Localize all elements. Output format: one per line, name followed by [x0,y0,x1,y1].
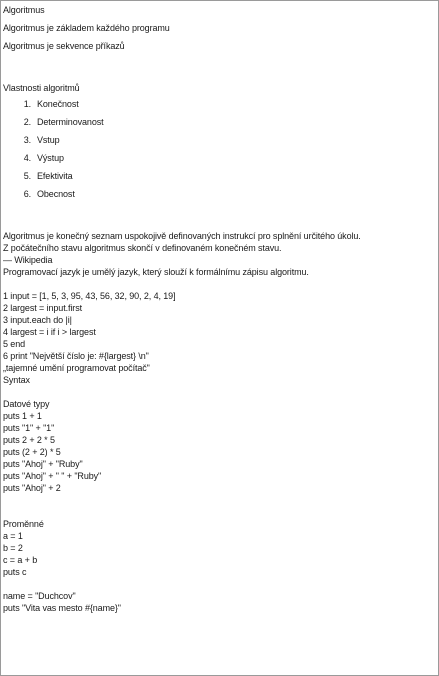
definition-block [3,230,436,278]
list-number: 5. [23,171,31,181]
datatypes-block [3,410,436,494]
code-line: 1 input = [1, 5, 3, 95, 43, 56, 32, 90, 2, 4, 19] [3,291,176,301]
code-block [3,290,436,386]
code-line: puts 1 + 1 [3,411,42,421]
list-number: 2. [23,117,31,127]
code-line: puts "Ahoj" + 2 [3,483,61,493]
document-body [3,4,436,614]
definition-line: Algoritmus je konečný seznam uspokojivě definovaných instrukcí pro splnění určitého úkolu. [3,231,361,241]
definition-line: Programovací jazyk je umělý jazyk, který slouží k formálnímu zápisu algoritmu. [3,267,309,277]
code-line: 5 end [3,339,26,349]
properties-heading: Vlastnosti algoritmů [3,83,80,93]
list-item [3,188,436,206]
doc-title: Algoritmus [3,5,45,15]
list-item [3,170,436,188]
list-number: 1. [23,99,31,109]
quote-line: „tajemné umění programovat počítač" [3,363,150,373]
code-line: puts "Vita vas mesto #{name}" [3,603,121,613]
list-item [3,98,436,116]
list-item [3,116,436,134]
code-line: puts 2 + 2 * 5 [3,435,55,445]
code-line: puts "Ahoj" + "Ruby" [3,459,83,469]
code-line: puts "Ahoj" + " " + "Ruby" [3,471,102,481]
list-label: Vstup [37,135,60,145]
intro-line: Algoritmus je sekvence příkazů [3,41,125,51]
intro-line: Algoritmus je základem každého programu [3,23,170,33]
code-line: 3 input.each do |i| [3,315,72,325]
code-line: a = 1 [3,531,23,541]
list-label: Výstup [37,153,64,163]
definition-line: Z počátečního stavu algoritmus skončí v definovaném konečném stavu. [3,243,282,253]
code-line: 2 largest = input.first [3,303,82,313]
list-item [3,134,436,152]
code-line: puts "1" + "1" [3,423,55,433]
section-label: Syntax [3,375,30,385]
datatypes-heading: Datové typy [3,399,50,409]
citation: — Wikipedia [3,255,53,265]
list-number: 4. [23,153,31,163]
list-label: Obecnost [37,189,75,199]
list-item [3,152,436,170]
code-line: b = 2 [3,543,23,553]
list-number: 3. [23,135,31,145]
list-number: 6. [23,189,31,199]
list-label: Efektivita [37,171,73,181]
list-label: Konečnost [37,99,79,109]
code-line: puts c [3,567,27,577]
list-label: Determinovanost [37,117,104,127]
code-line: c = a + b [3,555,38,565]
intro-block [3,4,436,52]
name-block [3,590,436,614]
variables-block [3,530,436,578]
code-line: puts (2 + 2) * 5 [3,447,61,457]
variables-heading: Proměnné [3,519,44,529]
code-line: 4 largest = i if i > largest [3,327,96,337]
properties-list [3,98,436,206]
code-line: 6 print "Největší číslo je: #{largest} \n" [3,351,149,361]
code-line: name = "Duchcov" [3,591,76,601]
